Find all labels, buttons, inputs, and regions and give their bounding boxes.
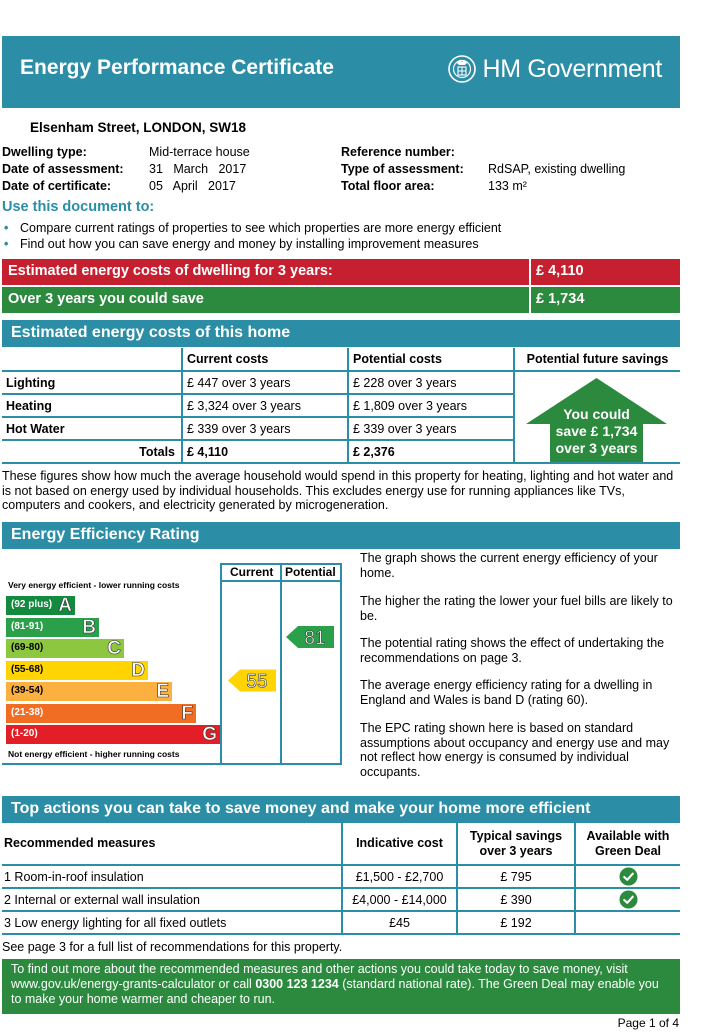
band-range: (55-68)	[11, 663, 44, 675]
royal-crest-icon	[447, 54, 477, 84]
saving-cell: £ 192	[457, 911, 575, 934]
costs-header-current: Current costs	[182, 348, 348, 371]
costs-section-header	[2, 320, 680, 347]
footer-text-1: To find out more about the recommended measures and other actions you could take today to save money, visit www.gov.uk/energy-grants-calculator or call	[11, 962, 628, 991]
current-column-header: Current	[230, 565, 274, 579]
energy-rating-chart	[2, 563, 342, 765]
current-rating-marker-value: 55	[246, 671, 268, 693]
footer-text-2: (standard national rate). The Green Deal may enable you to make your home warmer and cheaper to run.	[11, 977, 659, 1006]
floor-area-value: 133 m²	[488, 179, 527, 193]
band-letter: B	[82, 616, 96, 638]
potential-cost-cell: £ 1,809 over 3 years	[348, 394, 514, 417]
costs-header-blank	[2, 348, 182, 371]
totals-current: £ 4,110	[182, 440, 348, 463]
top-note: Very energy efficient - lower running costs	[8, 580, 180, 590]
totals-label: Totals	[139, 444, 175, 459]
actions-section-header	[2, 796, 680, 823]
rating-description-paragraph: The potential rating shows the effect of undertaking the recommendations on page 3.	[360, 636, 665, 665]
saving-cell: £ 795	[457, 865, 575, 888]
assessment-type-value: RdSAP, existing dwelling	[488, 162, 626, 176]
assessment-type-label: Type of assessment:	[341, 162, 464, 176]
estimated-cost-value: £ 4,110	[536, 263, 584, 279]
check-circle-icon	[619, 890, 638, 909]
header-green-deal: Available with Green Deal	[575, 823, 680, 865]
floor-area-label: Total floor area:	[341, 179, 435, 193]
actions-table	[2, 823, 680, 935]
rating-description-paragraph: The higher the rating the lower your fuel bills are likely to be.	[360, 594, 673, 623]
assessment-date-label: Date of assessment:	[2, 162, 124, 176]
dwelling-type-label: Dwelling type:	[2, 145, 87, 159]
page-number: Page 1 of 4	[617, 1016, 679, 1030]
band-letter: D	[131, 659, 145, 681]
rating-description-paragraph: The EPC rating shown here is based on standard assumptions about occupancy and energy use and may not reflect how energy is consumed by individual occupants.	[360, 721, 670, 779]
use-document-bullets	[2, 220, 501, 252]
footer-info-box	[2, 959, 680, 1014]
row-label: Hot Water	[6, 421, 65, 436]
saving-cell: £ 390	[457, 888, 575, 911]
rating-section-header	[2, 522, 680, 549]
costs-header-savings: Potential future savings	[514, 348, 680, 371]
bullet-item: • Find out how you can save energy and money by installing improvement measures	[2, 236, 501, 252]
bullet-item: • Compare current ratings of properties to see which properties are more energy efficient	[2, 220, 501, 236]
band-range: (92 plus)	[11, 599, 53, 610]
potential-saving-value: £ 1,734	[536, 291, 585, 307]
rating-section-title: Energy Efficiency Rating	[11, 526, 200, 543]
header-savings: Typical savings over 3 years	[457, 823, 575, 865]
estimated-cost-bar	[2, 259, 680, 285]
details-right	[341, 145, 681, 197]
certificate-date-label: Date of certificate:	[2, 179, 112, 193]
check-circle-icon	[619, 867, 638, 886]
gov-text: HM Government	[482, 54, 662, 83]
green-deal-cell	[575, 865, 680, 888]
current-cost-cell: £ 339 over 3 years	[182, 417, 348, 440]
band-letter: A	[58, 595, 72, 616]
savings-line-1: You could	[563, 406, 630, 422]
property-address: Elsenham Street, LONDON, SW18	[30, 120, 247, 135]
potential-saving-bar	[2, 287, 680, 313]
band-letter: G	[202, 724, 217, 745]
band-letter: C	[107, 638, 121, 659]
potential-rating-marker	[286, 626, 334, 649]
cost-cell: £4,000 - £14,000	[342, 888, 457, 911]
current-cost-cell: £ 3,324 over 3 years	[182, 394, 348, 417]
cost-cell: £1,500 - £2,700	[342, 865, 457, 888]
band-range: (1-20)	[11, 728, 38, 739]
cost-cell: £45	[342, 911, 457, 934]
band-letter: E	[156, 681, 169, 702]
rating-description-paragraph: The graph shows the current energy efficiency of your home.	[360, 551, 658, 580]
potential-rating-marker-value: 81	[304, 628, 326, 650]
green-deal-cell	[575, 911, 680, 934]
row-label: Heating	[6, 398, 52, 413]
table-row	[2, 865, 680, 888]
assessment-date-value: 31 March 2017	[149, 162, 247, 176]
certificate-title: Energy Performance Certificate	[20, 56, 334, 79]
table-row	[2, 888, 680, 911]
estimated-cost-label: Estimated energy costs of dwelling for 3 years:	[8, 263, 333, 279]
footer-phone: 0300 123 1234	[255, 977, 339, 991]
potential-column-header: Potential	[285, 565, 336, 579]
measure-cell: 2 Internal or external wall insulation	[4, 892, 200, 907]
details-left	[2, 145, 332, 197]
use-document-title: Use this document to:	[2, 199, 155, 215]
potential-saving-label: Over 3 years you could save	[8, 291, 204, 307]
current-rating-marker	[228, 669, 276, 692]
totals-potential: £ 2,376	[348, 440, 514, 463]
band-range: (81-91)	[11, 620, 44, 632]
costs-header-potential: Potential costs	[348, 348, 514, 371]
savings-line-3: over 3 years	[555, 440, 638, 456]
rating-description-paragraph: The average energy efficiency rating for a dwelling in England and Wales is band D (rating 60).	[360, 678, 653, 707]
measure-cell: 1 Room-in-roof insulation	[4, 869, 144, 884]
table-row	[2, 911, 680, 934]
band-letter: F	[181, 702, 193, 724]
band-range: (21-38)	[11, 706, 44, 718]
certificate-date-value: 05 April 2017	[149, 179, 236, 193]
potential-cost-cell: £ 228 over 3 years	[348, 371, 514, 394]
green-deal-cell	[575, 888, 680, 911]
current-cost-cell: £ 447 over 3 years	[182, 371, 348, 394]
costs-section-title: Estimated energy costs of this home	[11, 324, 291, 341]
savings-arrow-icon	[525, 377, 668, 463]
row-label: Lighting	[6, 375, 56, 390]
header-measures: Recommended measures	[4, 836, 156, 850]
costs-explanation: These figures show how much the average household would spend in this property for heating, lighting and hot water and is not based on energy used by individual households. This excludes energy use for running appliances like TVs, computers and cookers, and electricity generated by microgeneration.	[2, 469, 674, 512]
actions-section-title: Top actions you can take to save money and make your home more efficient	[11, 800, 591, 817]
rating-markers	[2, 563, 342, 765]
hm-government-logo	[447, 54, 663, 84]
measure-cell: 3 Low energy lighting for all fixed outlets	[4, 915, 227, 930]
header-cost: Indicative cost	[342, 823, 457, 865]
actions-header-row	[2, 823, 680, 865]
savings-line-2: save £ 1,734	[555, 423, 638, 439]
bar-divider	[529, 287, 531, 313]
band-range: (39-54)	[11, 685, 44, 696]
dwelling-type-value: Mid-terrace house	[149, 145, 250, 159]
band-range: (69-80)	[11, 642, 44, 653]
bar-divider	[529, 259, 531, 285]
potential-cost-cell: £ 339 over 3 years	[348, 417, 514, 440]
costs-header-row	[2, 348, 680, 371]
certificate-header	[2, 36, 680, 108]
bottom-note: Not energy efficient - higher running costs	[8, 749, 180, 759]
see-page-note: See page 3 for a full list of recommendations for this property.	[2, 940, 343, 954]
reference-label: Reference number:	[341, 145, 455, 159]
